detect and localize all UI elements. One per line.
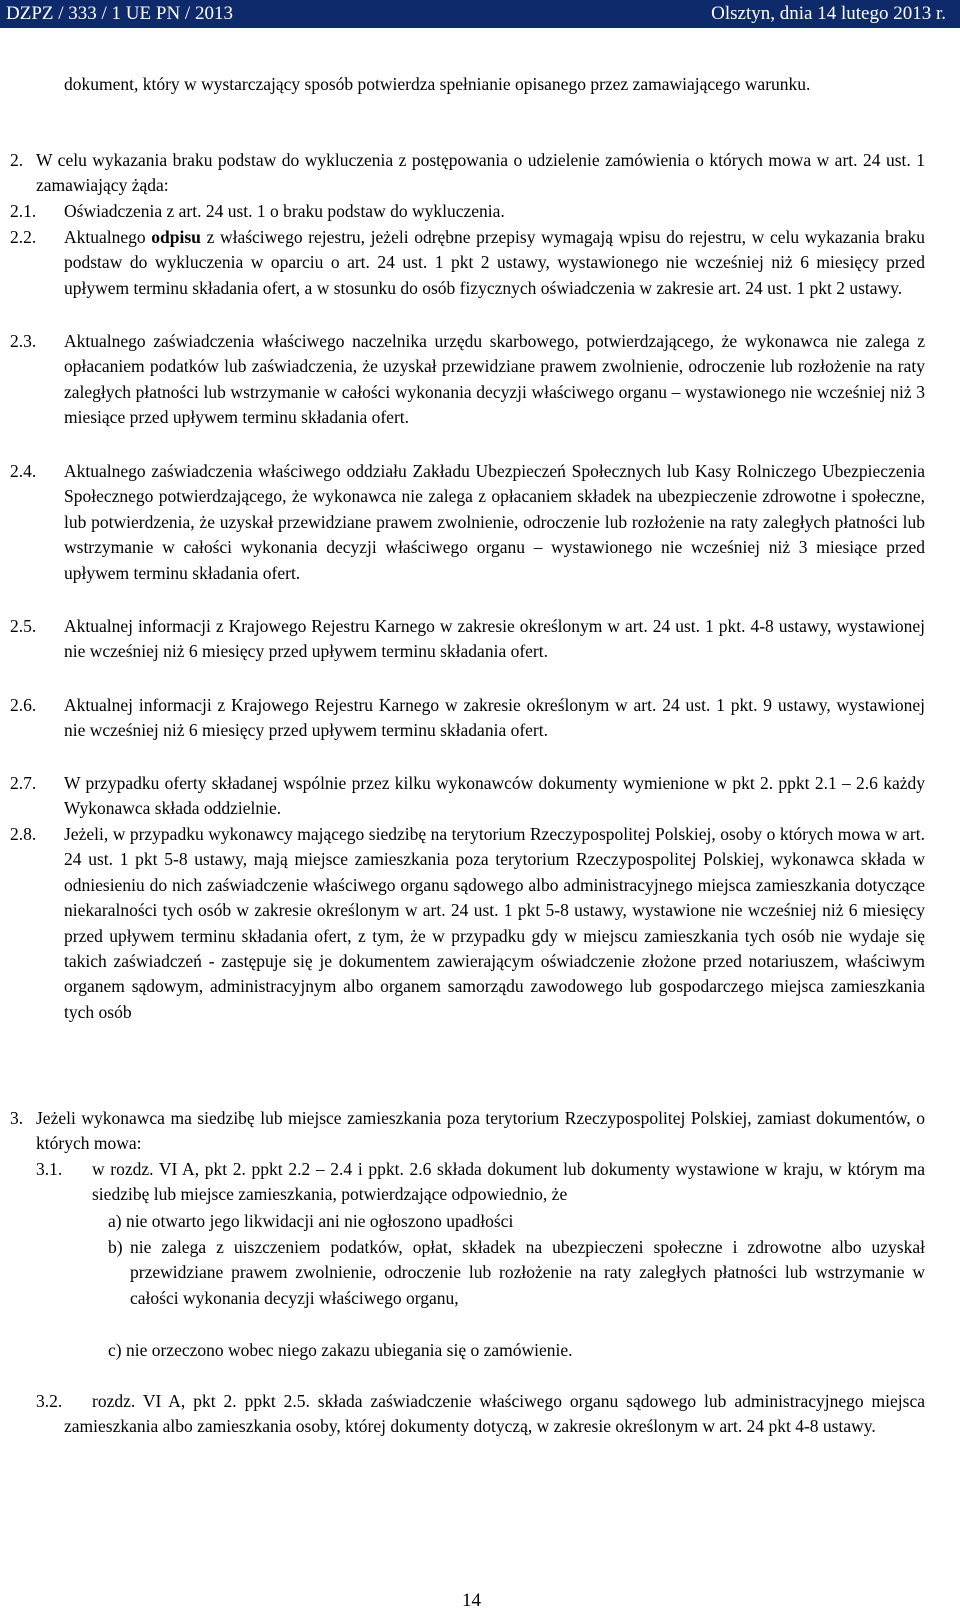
- item-2-1-number: 2.1.: [10, 201, 37, 221]
- item-3-2-text-body: rozdz. VI A, pkt 2. ppkt 2.5. składa zaświadczenie właściwego organu sądowego lub administracyjnego miejsca zamieszkania albo zamieszkania osoby, której dokumenty dotyczą, w zakresie określonym w art. 24 pkt 4-8 ustawy.: [64, 1391, 925, 1437]
- item-2-4-number: 2.4.: [10, 461, 37, 481]
- item-2-8-text: Jeżeli, w przypadku wykonawcy mającego siedzibę na terytorium Rzeczypospolitej Polskiej, osoby o których mowa w art. 24 ust. 1 pkt 5-8 ustawy, mają miejsce zamieszkania poza terytorium Rzeczypospolitej Polskiej, wykonawca składa w odniesieniu do nich zaświadczenie właściwego organu sądowego albo administracyjnego miejsca zamieszkania dotyczące niekaralności tych osób w zakresie określonym w art. 24 ust. 1 pkt 5-8 ustawy, wystawione nie wcześniej niż 6 miesięcy przed upływem terminu składania ofert, z tym, że w przypadku gdy w miejscu zamieszkania tych osób nie wydaje się takich zaświadczeń - zastępuje się je dokumentem zawierającym oświadczenie złożone przed notariuszem, właściwym organem sądowym, administracyjnym albo organem samorządu zawodowego lub gospodarczego miejsca zamieszkania tych osób: [64, 824, 925, 1022]
- document-date: Olsztyn, dnia 14 lutego 2013 r.: [711, 3, 946, 24]
- section-3-number: 3.: [10, 1108, 24, 1128]
- item-2-3-number: 2.3.: [10, 331, 37, 351]
- item-3-1-b-letter: b): [108, 1237, 123, 1257]
- item-2-2-number: 2.2.: [10, 227, 37, 247]
- item-3-1-number: 3.1.: [36, 1159, 63, 1179]
- item-2-5-number: 2.5.: [10, 616, 37, 636]
- document-reference: DZPZ / 333 / 1 UE PN / 2013: [6, 3, 233, 24]
- item-2-3-text: Aktualnego zaświadczenia właściwego naczelnika urzędu skarbowego, potwierdzającego, że wykonawca nie zalega z opłacaniem podatków lub zaświadczenia, że uzyskał przewidziane prawem zwolnienie, odroczenie lub rozłożenie na raty zaległych płatności lub wstrzymanie w całości wykonania decyzji właściwego organu – wystawionego nie wcześniej niż 3 miesiące przed upływem terminu składania ofert.: [64, 331, 925, 428]
- item-3-1-b-text: nie zalega z uiszczeniem podatków, opłat, składek na ubezpieczeni społeczne i zdrowotne albo uzyskał przewidziane prawem zwolnienie, odroczenie lub rozłożenie na raty zaległych płatności lub wstrzymanie w całości wykonania decyzji właściwego organu,: [130, 1237, 925, 1308]
- item-3-2-number: 3.2.: [36, 1391, 63, 1411]
- item-2-2-bold: odpisu: [151, 227, 201, 247]
- item-3-1-text: w rozdz. VI A, pkt 2. ppkt 2.2 – 2.4 i ppkt. 2.6 składa dokument lub dokumenty wystawione w kraju, w którym ma siedzibę lub miejsce zamieszkania, potwierdzające odpowiednio, że: [92, 1159, 925, 1205]
- item-2-7-number: 2.7.: [10, 773, 37, 793]
- item-2-8-number: 2.8.: [10, 824, 37, 844]
- item-2-6-text: Aktualnej informacji z Krajowego Rejestru Karnego w zakresie określonym w art. 24 ust. 1 pkt. 9 ustawy, wystawionej nie wcześniej niż 6 miesięcy przed upływem terminu składania ofert.: [64, 695, 925, 741]
- item-2-6-number: 2.6.: [10, 695, 37, 715]
- item-2-2-lead: Aktualnego: [64, 227, 146, 247]
- item-3-1-c: c) nie orzeczono wobec niego zakazu ubiegania się o zamówienie.: [108, 1340, 573, 1360]
- item-2-1-text: Oświadczenia z art. 24 ust. 1 o braku podstaw do wykluczenia.: [64, 201, 505, 221]
- page-number: 14: [462, 1590, 481, 1611]
- item-3-2-text: [64, 1389, 925, 1440]
- document-header: [0, 0, 960, 28]
- item-2-2-rest: z właściwego rejestru, jeżeli odrębne przepisy wymagają wpisu do rejestru, w celu wykazania braku podstaw do wykluczenia w oparciu o art. 24 ust. 1 pkt 2 ustawy, wystawionego nie wcześniej niż 6 miesięcy przed upływem terminu składania ofert, a w stosunku do osób fizycznych oświadczenia w zakresie art. 24 ust. 1 pkt 2 ustawy.: [64, 227, 926, 298]
- item-2-4-text: Aktualnego zaświadczenia właściwego oddziału Zakładu Ubezpieczeń Społecznych lub Kasy Rolniczego Ubezpieczenia Społecznego potwierdzającego, że wykonawca nie zalega z opłacaniem składek na ubezpieczenie zdrowotne i społeczne, lub potwierdzenia, że uzyskał przewidziane prawem zwolnienie, odroczenie lub rozłożenie na raty zaległych płatności lub wstrzymanie w całości wykonania decyzji właściwego organu – wystawionego nie wcześniej niż 3 miesiące przed upływem terminu składania ofert.: [64, 461, 925, 583]
- section-2-text: W celu wykazania braku podstaw do wykluczenia z postępowania o udzielenie zamówienia o których mowa w art. 24 ust. 1 zamawiający żąda:: [36, 150, 925, 196]
- item-2-5-text: Aktualnej informacji z Krajowego Rejestru Karnego w zakresie określonym w art. 24 ust. 1 pkt. 4-8 ustawy, wystawionej nie wcześniej niż 6 miesięcy przed upływem terminu składania ofert.: [64, 616, 925, 662]
- intro-paragraph: dokument, który w wystarczający sposób potwierdza spełnianie opisanego przez zamawiającego warunku.: [64, 74, 811, 94]
- item-2-7-text: W przypadku oferty składanej wspólnie przez kilku wykonawców dokumenty wymienione w pkt 2. ppkt 2.1 – 2.6 każdy Wykonawca składa oddzielnie.: [64, 773, 925, 819]
- item-3-1-a: a) nie otwarto jego likwidacji ani nie ogłoszono upadłości: [108, 1211, 514, 1231]
- section-3-text: Jeżeli wykonawca ma siedzibę lub miejsce zamieszkania poza terytorium Rzeczypospolitej Polskiej, zamiast dokumentów, o których mowa:: [36, 1108, 925, 1154]
- section-2-number: 2.: [10, 150, 24, 170]
- item-2-2-text: [64, 225, 925, 301]
